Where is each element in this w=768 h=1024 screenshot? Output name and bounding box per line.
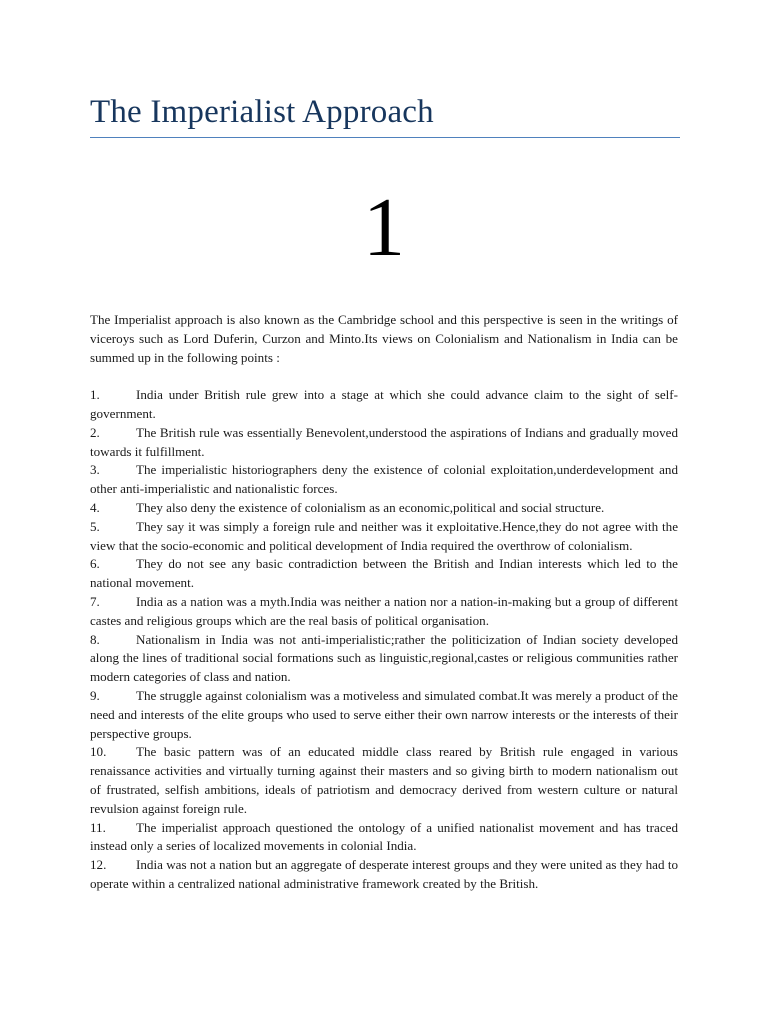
list-item: [90, 631, 678, 687]
page-title: The Imperialist Approach: [90, 94, 434, 130]
points-list: [90, 386, 678, 894]
item-number: 10.: [90, 744, 107, 760]
list-item: [90, 518, 678, 556]
list-item: [90, 856, 678, 894]
list-item: [90, 819, 678, 857]
list-item: [90, 555, 678, 593]
item-number: 8.: [90, 631, 100, 647]
item-number: 3.: [90, 462, 100, 478]
item-text: The basic pattern was of an educated middle class reared by British rule engaged in various renaissance activities and virtually turning against their masters and so giving birth to modern nationalism out of frustrated, selfish ambitions, ideals of patriotism and democracy derived from western culture or natural revulsion against foreign rule.: [90, 744, 678, 816]
item-number: 1.: [90, 387, 100, 403]
list-item: [90, 386, 678, 424]
body-text: [90, 311, 678, 894]
item-number: 4.: [90, 499, 100, 515]
item-text: The British rule was essentially Benevolent,understood the aspirations of Indians and gradually moved towards it fulfillment.: [90, 424, 678, 459]
list-item: [90, 461, 678, 499]
list-item: [90, 687, 678, 743]
item-number: 9.: [90, 687, 100, 703]
item-number: 6.: [90, 556, 100, 572]
item-text: Nationalism in India was not anti-imperialistic;rather the politicization of Indian society developed along the lines of traditional social formations such as linguistic,regional,castes or religious communities rather modern categories of class and nation.: [90, 631, 678, 685]
item-text: India as a nation was a myth.India was neither a nation nor a nation-in-making but a group of different castes and religious groups which are the real basis of political organisation.: [90, 593, 678, 628]
chapter-number: 1: [363, 181, 405, 274]
item-text: India was not a nation but an aggregate of desperate interest groups and they were united as they had to operate within a centralized national administrative framework created by the British.: [90, 857, 678, 891]
list-item: [90, 499, 678, 518]
item-text: The imperialist approach questioned the ontology of a unified nationalist movement and has traced instead only a series of localized movements in colonial India.: [90, 819, 678, 854]
list-item: [90, 743, 678, 818]
item-number: 11.: [90, 819, 106, 835]
item-text: The struggle against colonialism was a motiveless and simulated combat.It was merely a product of the need and interests of the elite groups who used to serve either their own narrow interests or the interests of their perspective groups.: [90, 687, 678, 741]
list-item: [90, 424, 678, 462]
intro-paragraph: The Imperialist approach is also known as the Cambridge school and this perspective is seen in the writings of viceroys such as Lord Duferin, Curzon and Minto.Its views on Colonialism and Nationalism in India can be summed up in the following points :: [90, 312, 678, 365]
item-number: 5.: [90, 518, 100, 534]
list-item: [90, 593, 678, 631]
item-text: They also deny the existence of colonialism as an economic,political and social structure.: [136, 499, 605, 515]
item-text: They say it was simply a foreign rule and neither was it exploitative.Hence,they do not agree with the view that the socio-economic and political development of India required the overthrow of colonialism.: [90, 518, 678, 553]
item-number: 12.: [90, 857, 107, 873]
item-text: They do not see any basic contradiction between the British and Indian interests which led to the national movement.: [90, 556, 678, 591]
item-number: 2.: [90, 424, 100, 440]
item-number: 7.: [90, 593, 100, 609]
item-text: India under British rule grew into a stage at which she could advance claim to the sight of self-government.: [90, 387, 678, 421]
item-text: The imperialistic historiographers deny the existence of colonial exploitation,underdevelopment and other anti-imperialistic and nationalistic forces.: [90, 462, 678, 497]
title-underline: [90, 137, 680, 138]
